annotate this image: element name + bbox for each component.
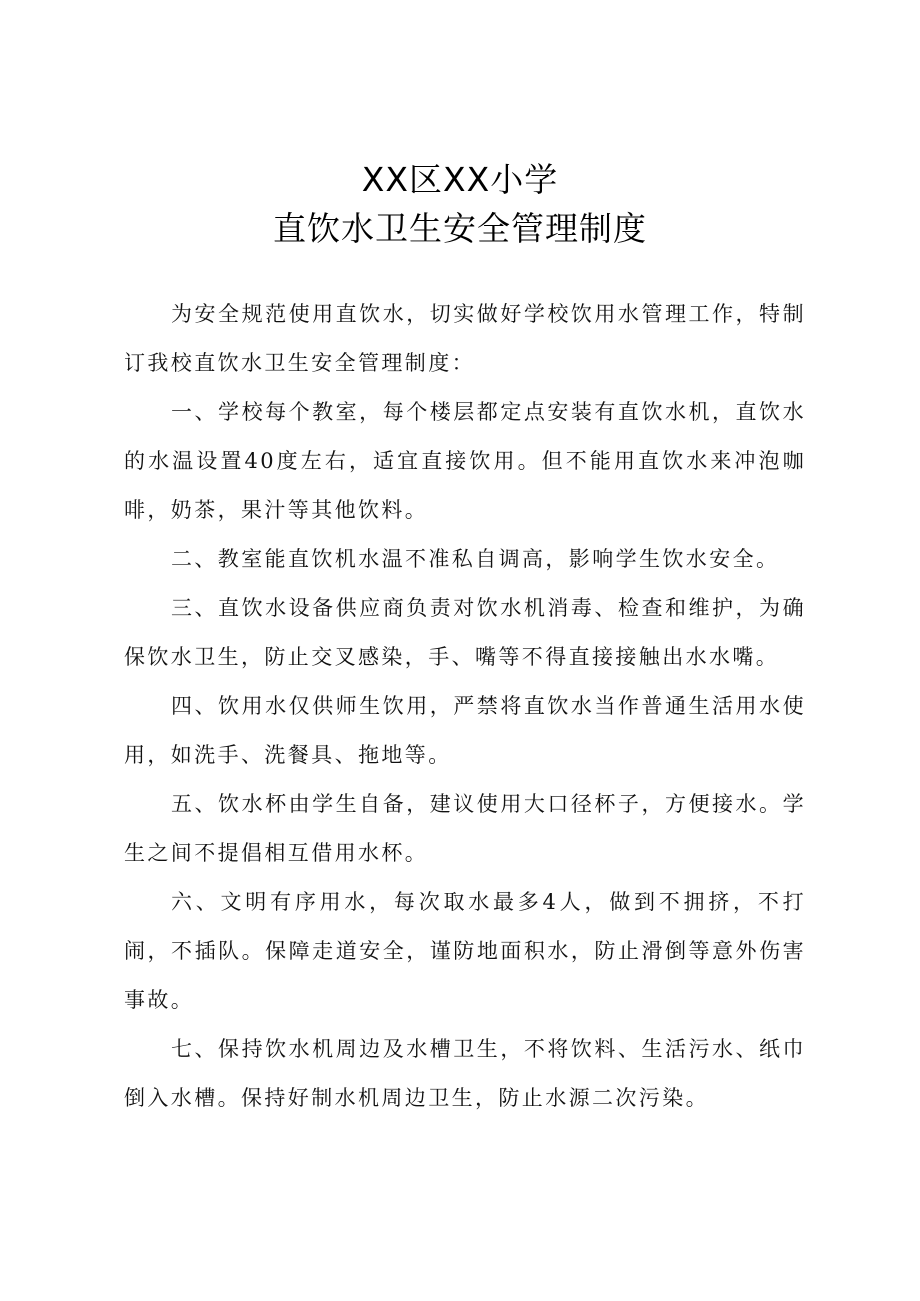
paragraph-item-2: 二、教室能直饮机水温不准私自调高，影响学生饮水安全。	[171, 547, 780, 571]
document-body	[124, 290, 806, 1123]
document-title-school: XX区XX小学	[361, 160, 559, 199]
paragraph-item-7: 七、保持饮水机周边及水槽卫生，不将饮料、生活污水、纸巾倒入水槽。保持好制水机周边卫生，防止水源二次污染。	[124, 1037, 806, 1110]
paragraph-item-1: 一、学校每个教室，每个楼层都定点安装有直饮水机，直饮水的水温设置40度左右，适宜直接饮用。但不能用直饮水来冲泡咖啡，奶茶，果汁等其他饮料。	[124, 400, 806, 522]
paragraph-intro: 为安全规范使用直饮水，切实做好学校饮用水管理工作，特制订我校直饮水卫生安全管理制度：	[124, 302, 806, 375]
paragraph-item-6: 六、文明有序用水，每次取水最多4人，做到不拥挤，不打闹，不插队。保障走道安全，谨防地面积水，防止滑倒等意外伤害事故。	[124, 890, 806, 1012]
document-title-regulation: 直饮水卫生安全管理制度	[273, 209, 647, 248]
paragraph-item-5: 五、饮水杯由学生自备，建议使用大口径杯子，方便接水。学生之间不提倡相互借用水杯。	[124, 792, 806, 865]
paragraph-item-4: 四、饮用水仅供师生饮用，严禁将直饮水当作普通生活用水使用，如洗手、洗餐具、拖地等。	[124, 694, 806, 767]
paragraph-item-3: 三、直饮水设备供应商负责对饮水机消毒、检查和维护，为确保饮水卫生，防止交叉感染，手、嘴等不得直接接触出水水嘴。	[124, 596, 806, 669]
